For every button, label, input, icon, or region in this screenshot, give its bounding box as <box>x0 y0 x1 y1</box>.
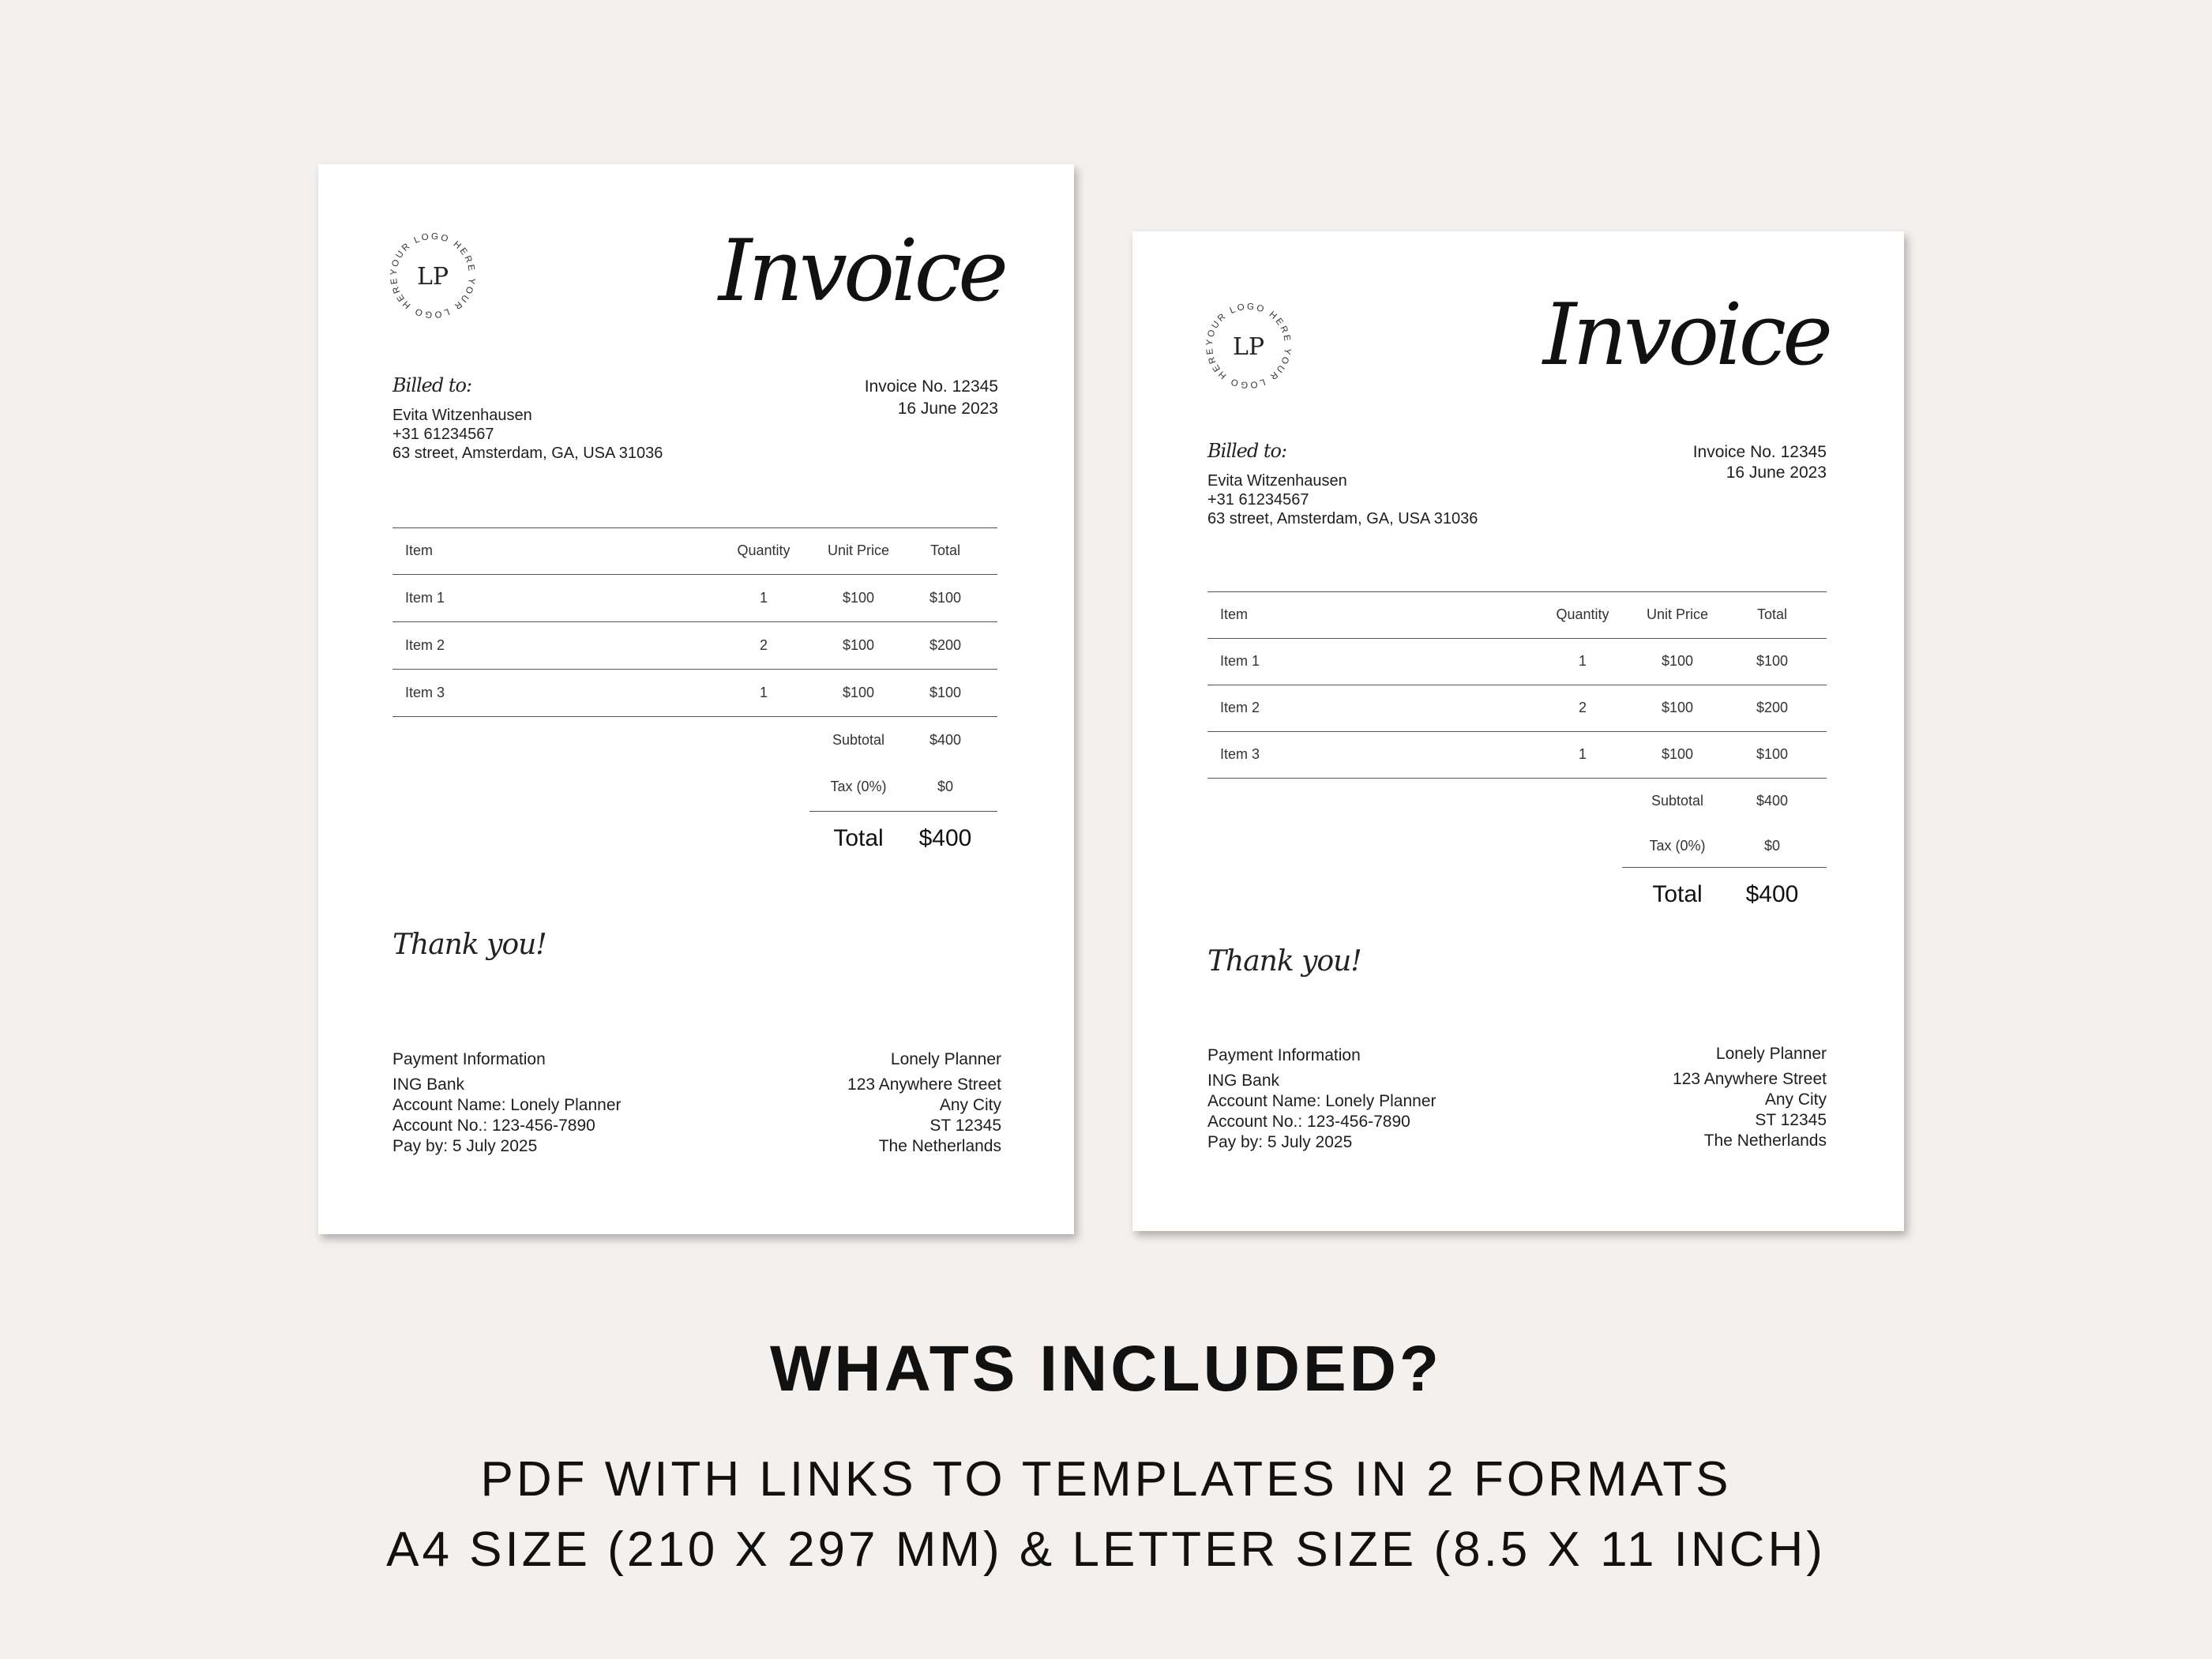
row-quantity: 1 <box>759 590 768 606</box>
items-table <box>392 527 997 859</box>
invoice-number: Invoice No. 12345 <box>864 377 998 396</box>
logo-ring-text: YOUR LOGO HERE YOUR LOGO HERE <box>389 231 477 320</box>
payment-info <box>1207 1046 1436 1154</box>
company-address <box>1574 1045 1827 1152</box>
subtotal-label: Subtotal <box>1651 793 1704 809</box>
subtotal-value: $400 <box>929 732 962 748</box>
invoice-title: Invoice <box>718 222 1005 321</box>
row-unit-price: $100 <box>842 637 875 653</box>
table-row <box>1207 731 1827 779</box>
row-quantity: 1 <box>759 685 768 700</box>
payment-heading: Payment Information <box>1207 1046 1361 1064</box>
client-phone: +31 61234567 <box>392 426 494 443</box>
header-quantity: Quantity <box>737 542 791 558</box>
table-row <box>392 670 997 717</box>
company-address <box>749 1050 1001 1158</box>
logo-badge <box>381 224 484 327</box>
payment-account-no: Account No.: 123-456-7890 <box>1207 1113 1410 1131</box>
table-row <box>392 575 997 622</box>
client-name: Evita Witzenhausen <box>1207 472 1347 490</box>
invoice-date: 16 June 2023 <box>1726 464 1827 482</box>
row-unit-price: $100 <box>1661 746 1694 762</box>
table-row <box>1207 685 1827 732</box>
row-total: $200 <box>1756 700 1789 715</box>
row-total: $200 <box>929 637 962 653</box>
grand-total-value: $400 <box>918 825 972 851</box>
client-address: 63 street, Amsterdam, GA, USA 31036 <box>1207 510 1478 527</box>
row-item: Item 1 <box>405 590 445 606</box>
header-item: Item <box>405 542 434 558</box>
invoice-meta <box>1590 443 1827 484</box>
company-city: Any City <box>939 1096 1001 1114</box>
row-item: Item 2 <box>405 637 445 653</box>
header-total: Total <box>929 542 961 558</box>
table-row <box>392 622 997 670</box>
row-quantity: 2 <box>1578 700 1587 715</box>
subtotal-label: Subtotal <box>832 732 885 748</box>
formats-description: PDF WITH LINKS TO TEMPLATES IN 2 FORMATS <box>480 1452 1732 1507</box>
company-postal: ST 12345 <box>1755 1111 1827 1129</box>
payment-account-no: Account No.: 123-456-7890 <box>392 1117 595 1135</box>
invoice-preview-a4 <box>318 164 1074 1234</box>
client-details <box>392 406 663 463</box>
logo-badge <box>1197 295 1300 397</box>
row-quantity: 2 <box>759 637 768 653</box>
client-address: 63 street, Amsterdam, GA, USA 31036 <box>392 445 663 462</box>
row-unit-price: $100 <box>1661 653 1694 669</box>
grand-total-label: Total <box>1652 881 1703 907</box>
invoice-number: Invoice No. 12345 <box>1692 443 1827 461</box>
company-country: The Netherlands <box>878 1137 1001 1155</box>
invoice-date: 16 June 2023 <box>897 400 998 418</box>
billed-to-label: Billed to: <box>1207 440 1287 462</box>
total-divider <box>809 811 997 812</box>
client-name: Evita Witzenhausen <box>392 407 532 424</box>
row-quantity: 1 <box>1578 746 1587 762</box>
payment-bank: ING Bank <box>1207 1072 1280 1090</box>
thank-you-note: Thank you! <box>392 929 546 961</box>
grand-total-label: Total <box>833 825 884 851</box>
tax-label: Tax (0%) <box>1649 838 1706 854</box>
logo-icon <box>381 224 484 327</box>
row-total: $100 <box>929 590 962 606</box>
payment-account-name: Account Name: Lonely Planner <box>392 1096 622 1114</box>
row-item: Item 1 <box>1220 653 1260 669</box>
payment-heading: Payment Information <box>392 1050 546 1068</box>
company-postal: ST 12345 <box>929 1117 1001 1135</box>
row-unit-price: $100 <box>842 590 875 606</box>
company-name: Lonely Planner <box>1715 1045 1827 1063</box>
tax-label: Tax (0%) <box>830 779 887 794</box>
tax-value: $0 <box>937 779 954 794</box>
thank-you-note: Thank you! <box>1207 945 1361 978</box>
header-unit-price: Unit Price <box>1646 606 1709 622</box>
logo-initials: LP <box>1232 333 1265 361</box>
payment-info <box>392 1050 622 1158</box>
header-item: Item <box>1220 606 1249 622</box>
header-unit-price: Unit Price <box>827 542 890 558</box>
logo-icon <box>1197 295 1300 397</box>
company-city: Any City <box>1764 1090 1827 1109</box>
table-header-row <box>1207 591 1827 639</box>
header-quantity: Quantity <box>1556 606 1609 622</box>
billed-to-label: Billed to: <box>392 374 472 396</box>
client-phone: +31 61234567 <box>1207 491 1309 509</box>
tax-value: $0 <box>1763 838 1781 854</box>
invoice-preview-letter <box>1132 231 1904 1231</box>
row-item: Item 3 <box>1220 746 1260 762</box>
table-row <box>1207 638 1827 685</box>
payment-bank: ING Bank <box>392 1075 465 1094</box>
client-details <box>1207 471 1478 528</box>
payment-account-name: Account Name: Lonely Planner <box>1207 1092 1436 1110</box>
company-country: The Netherlands <box>1703 1132 1827 1150</box>
grand-total-value: $400 <box>1745 881 1799 907</box>
row-total: $100 <box>1756 653 1789 669</box>
company-street: 123 Anywhere Street <box>1673 1070 1827 1088</box>
payment-due-date: Pay by: 5 July 2025 <box>1207 1133 1353 1151</box>
invoice-title: Invoice <box>1542 286 1829 385</box>
row-quantity: 1 <box>1578 653 1587 669</box>
payment-due-date: Pay by: 5 July 2025 <box>392 1137 538 1155</box>
row-unit-price: $100 <box>1661 700 1694 715</box>
whats-included-heading: WHATS INCLUDED? <box>769 1333 1443 1405</box>
subtotal-value: $400 <box>1756 793 1789 809</box>
company-street: 123 Anywhere Street <box>847 1075 1001 1094</box>
row-item: Item 2 <box>1220 700 1260 715</box>
header-total: Total <box>1756 606 1788 622</box>
size-description: A4 SIZE (210 X 297 MM) & LETTER SIZE (8.5 X 11 INCH) <box>386 1522 1826 1577</box>
row-total: $100 <box>929 685 962 700</box>
table-header-row <box>392 527 997 575</box>
invoice-meta <box>761 377 998 422</box>
row-unit-price: $100 <box>842 685 875 700</box>
company-name: Lonely Planner <box>890 1050 1001 1068</box>
logo-initials: LP <box>416 263 449 291</box>
logo-ring-text: YOUR LOGO HERE YOUR LOGO HERE <box>1204 302 1293 390</box>
total-divider <box>1622 867 1827 868</box>
row-total: $100 <box>1756 746 1789 762</box>
items-table <box>1207 591 1827 907</box>
row-item: Item 3 <box>405 685 445 700</box>
